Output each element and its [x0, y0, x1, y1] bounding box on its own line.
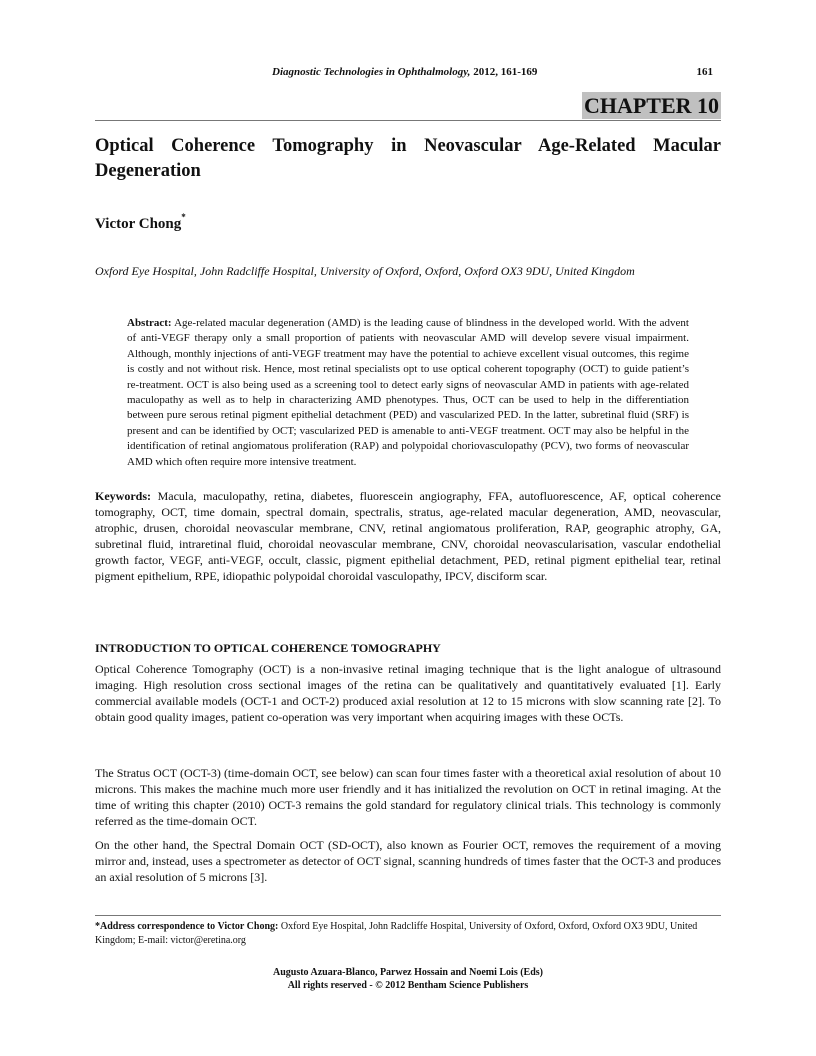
body-paragraph: On the other hand, the Spectral Domain OCT (SD-OCT), also known as Fourier OCT, removes the requirement of a moving mirror and, instead, uses a spectrometer as detector of OCT signal, scanning hundreds of times faster that the OCT-3 and produces an axial resolution of 5 microns [3].	[95, 838, 721, 884]
keywords-text: Macula, maculopathy, retina, diabetes, fluorescein angiography, FFA, autofluorescence, AF, optical coherence tomography, OCT, time domain, spectral domain, spectralis, stratus, age-related macular degeneration, AMD, neovascular, atrophic, drusen, choroidal neovascular membrane, CNV, retinal angiomatous proliferation, RAP, geographic atrophy, GA, subretinal fluid, intraretinal fluid, choroidal neovascular membrane, CNV, choroidal neovascularisation, vascular endothelial growth factor, VEGF, anti-VEGF, occult, classic, pigment epithelial detachment, PED, retinal pigment epithelial tear, retinal pigment epithelium, RPE, idiopathic polypoidal choroidal vasculopathy, IPCV, disciform scar.	[95, 489, 721, 583]
author	[95, 212, 186, 233]
abstract	[127, 316, 689, 470]
abstract-label: Abstract:	[127, 317, 172, 329]
correspondence-footnote	[95, 920, 721, 947]
author-footnote-marker: *	[181, 212, 186, 222]
chapter-divider	[95, 120, 721, 121]
chapter-title	[95, 134, 721, 184]
journal-citation	[272, 66, 537, 78]
keywords-label: Keywords:	[95, 489, 151, 503]
editors-line: Augusto Azuara-Blanco, Parwez Hossain and Noemi Lois (Eds)	[272, 967, 543, 978]
body-paragraph: Optical Coherence Tomography (OCT) is a non-invasive retinal imaging technique that is the light analogue of ultrasound imaging. High resolution cross sectional images of the retina can be qualitatively and quantitatively evaluated [1]. Early commercial available models (OCT-1 and OCT-2) produced axial resolution at 12 to 15 microns with slow scanning rate [2]. To obtain good quality images, patient co-operation was very important when acquiring images with these OCTs.	[95, 662, 721, 724]
journal-name: Diagnostic Technologies in Ophthalmology,	[272, 66, 471, 78]
affiliation: Oxford Eye Hospital, John Radcliffe Hospital, University of Oxford, Oxford, Oxford OX3 9DU, United Kingdom	[95, 264, 635, 278]
rights-line: All rights reserved - © 2012 Bentham Science Publishers	[287, 980, 529, 991]
keywords	[95, 488, 721, 584]
abstract-text: Age-related macular degeneration (AMD) is the leading cause of blindness in the developed world. With the advent of anti-VEGF therapy only a small proportion of patients with neovascular AMD will develop severe visual impairment. Although, monthly injections of anti-VEGF treatment may have the potential to achieve excellent visual outcomes, this regime is costly and not without risk. Hence, most retinal specialists opt to use optical coherent topography (OCT) to guide patient’s re-treatment. OCT is also being used as a screening tool to detect early signs of neovascular AMD in patients with age-related maculopathy as well as to help in characterizing AMD phenotypes. Thus, OCT can be used to help in the differentiation between pure serous retinal pigment epithelial detachment (PED) and vascularized PED. In the latter, subretinal fluid (SRF) is present and can be identified by OCT; vascularized PED is amenable to anti-VEGF treatment. OCT may also be helpful in the identification of retinal angiomatous proliferation (RAP) and polypoidal choriovasculopathy (PCV), two forms of neovascular AMD which often require more intensive treatment.	[127, 317, 689, 468]
body-paragraph: The Stratus OCT (OCT-3) (time-domain OCT, see below) can scan four times faster with a theoretical axial resolution of about 10 microns. This makes the machine much more user friendly and it has initialized the revolution on OCT in retinal imaging. At the time of writing this chapter (2010) OCT-3 remains the gold standard for regulatory clinical trials. This technology is commonly referred as the time-domain OCT.	[95, 766, 721, 828]
footnote-label: *Address correspondence to Victor Chong:	[95, 921, 279, 932]
chapter-label: CHAPTER 10	[583, 93, 719, 118]
page-number: 161	[696, 66, 713, 78]
title-line-1: Optical Coherence Tomography in Neovascular Age-Related Macular	[95, 136, 721, 156]
title-line-2: Degeneration	[95, 161, 201, 181]
footnote-text: Oxford Eye Hospital, John Radcliffe Hospital, University of Oxford, Oxford, Oxford OX3 9DU, United Kingdom; E-mail: victor@eretina.org	[95, 921, 698, 946]
imprint	[95, 966, 721, 992]
journal-details: 2012, 161-169	[470, 66, 538, 78]
section-heading: INTRODUCTION TO OPTICAL COHERENCE TOMOGRAPHY	[95, 641, 441, 655]
footnote-divider	[95, 915, 721, 916]
author-name: Victor Chong	[95, 216, 182, 232]
